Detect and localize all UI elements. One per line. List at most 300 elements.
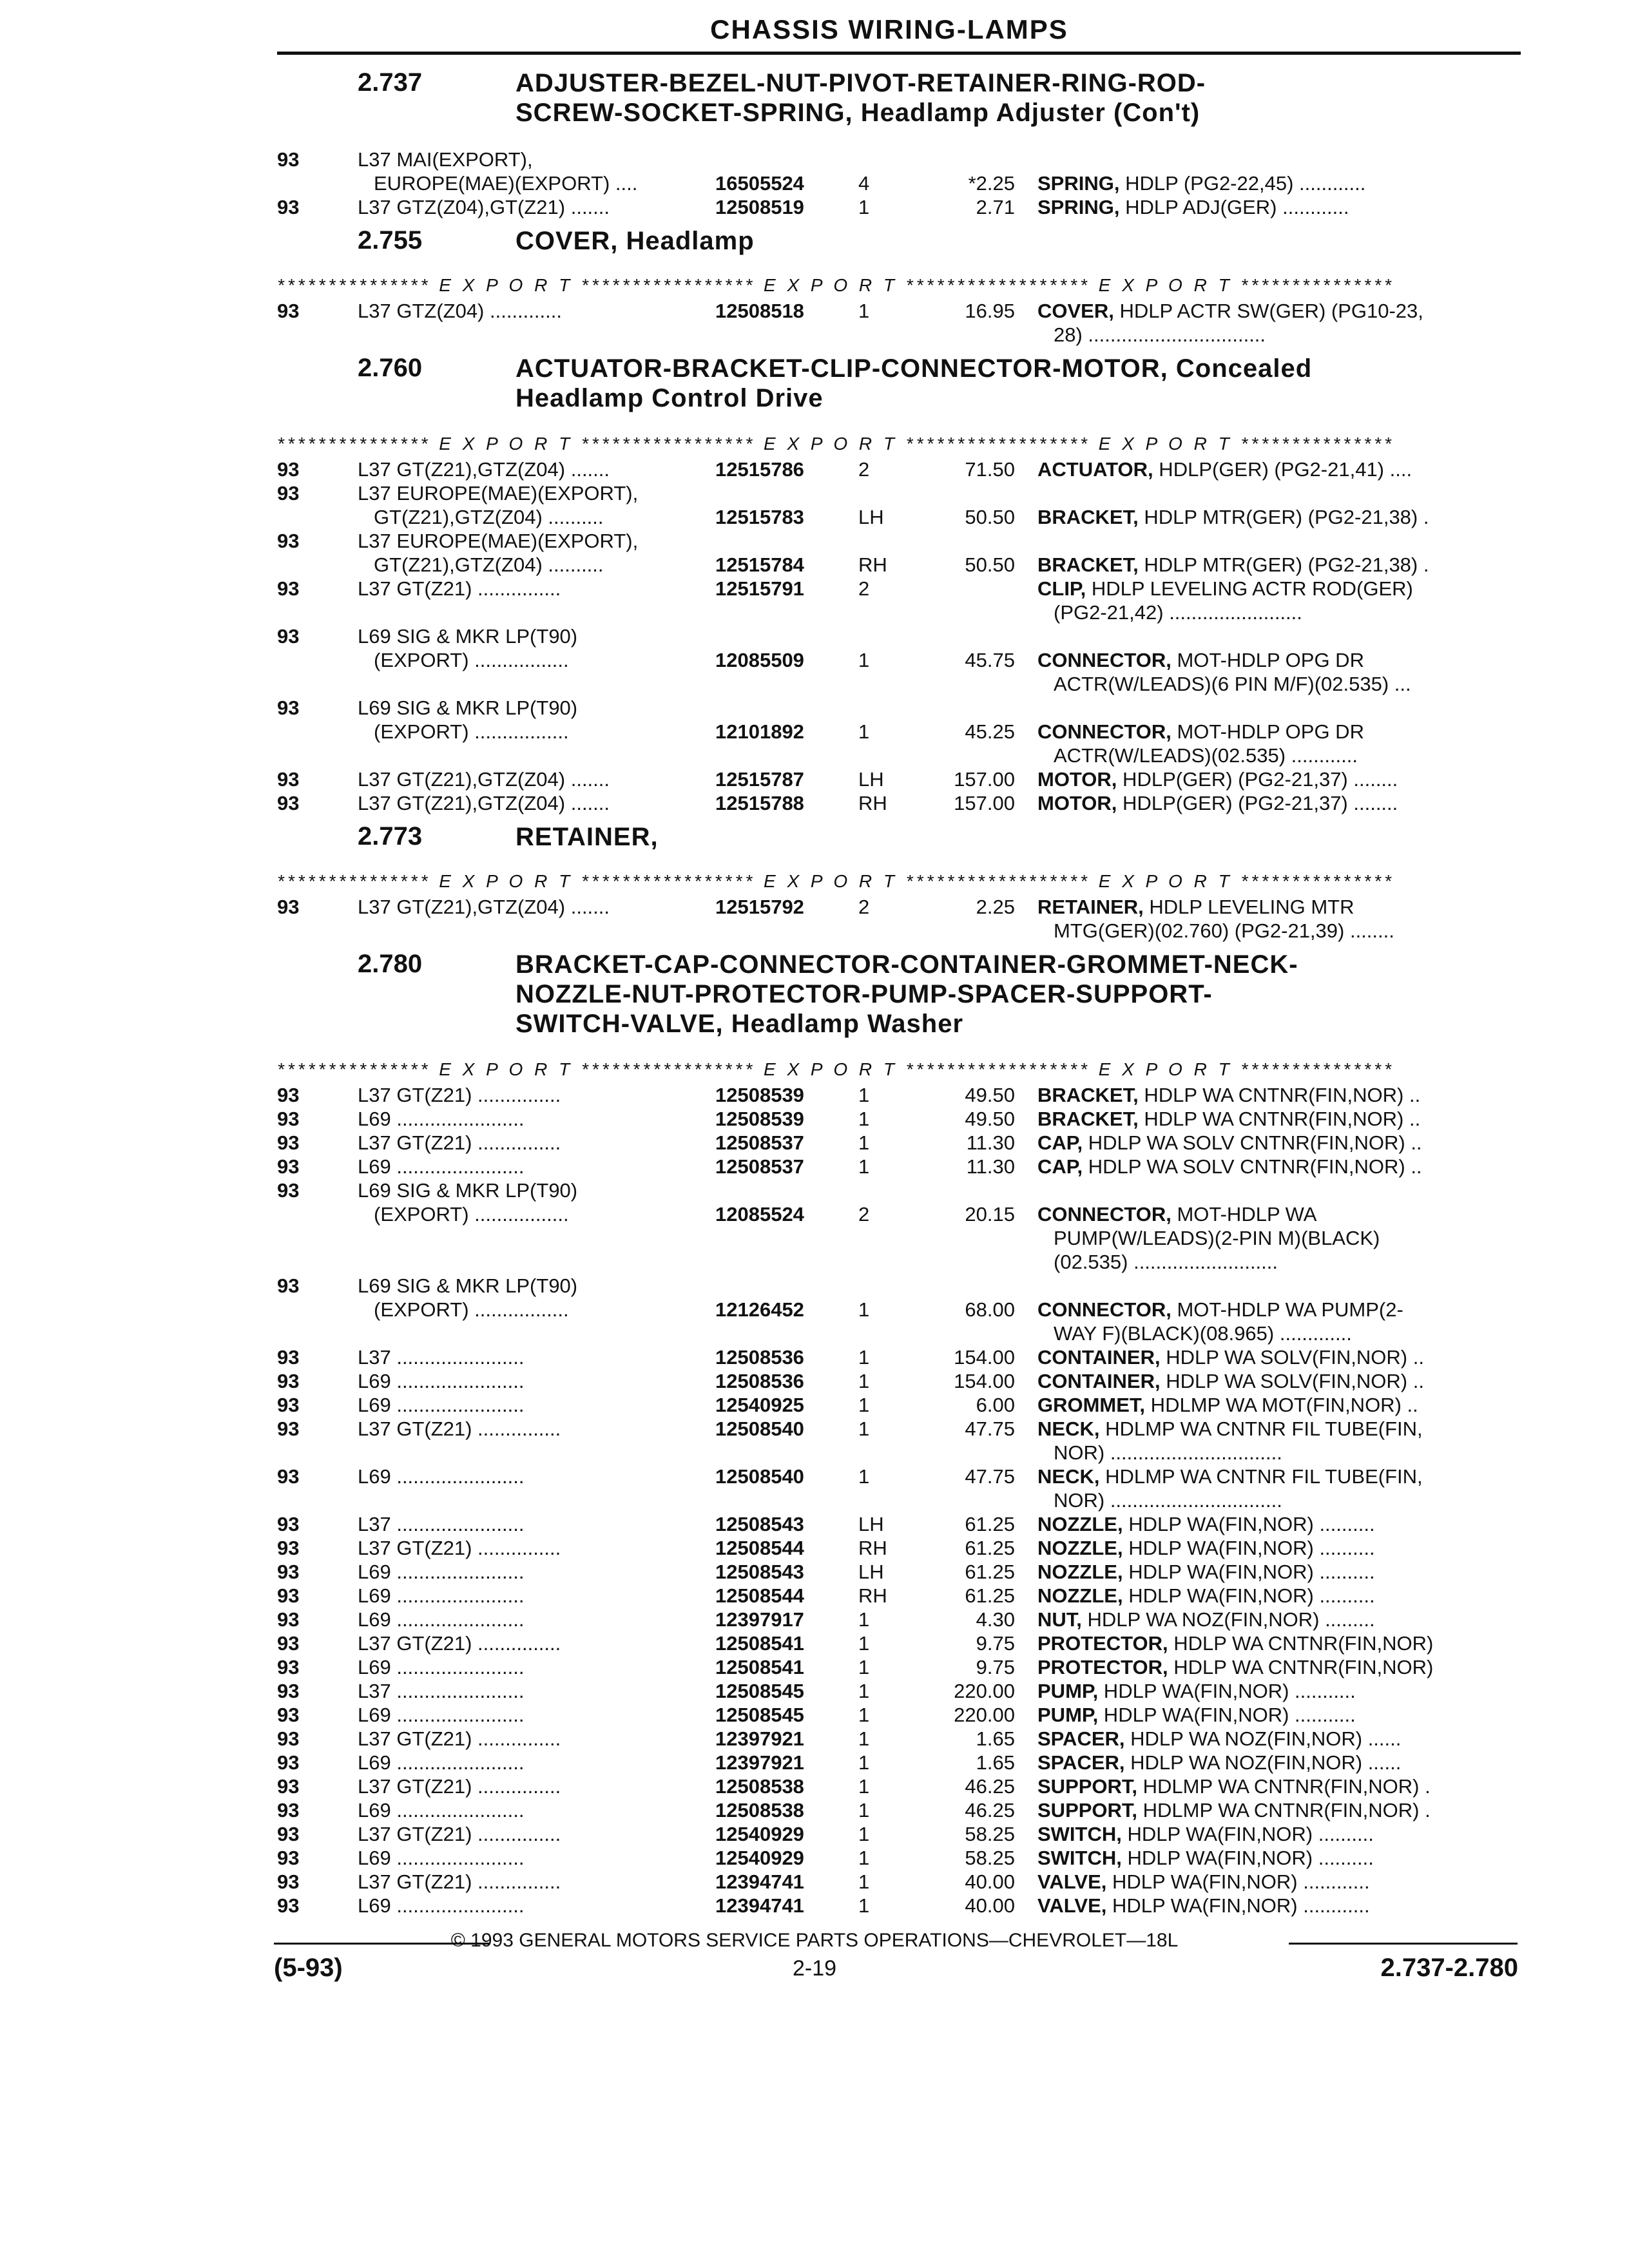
section-title xyxy=(516,822,1508,852)
quantity: 2 xyxy=(858,896,870,918)
part-number: 12508518 xyxy=(715,300,804,322)
part-description xyxy=(1037,1537,1521,1560)
quantity: LH xyxy=(858,1513,884,1535)
application-description: (EXPORT) ................. xyxy=(374,1298,569,1321)
model-code: 93 xyxy=(277,1704,300,1726)
section-title xyxy=(516,68,1508,128)
price: 61.25 xyxy=(965,1561,1015,1583)
quantity: LH xyxy=(858,768,884,791)
parts-row xyxy=(277,1274,1521,1298)
section-heading xyxy=(277,68,1521,148)
part-number: 12126452 xyxy=(715,1298,804,1321)
price: 20.15 xyxy=(965,1203,1015,1225)
price: 61.25 xyxy=(965,1513,1015,1535)
part-detail: MOT-HDLP OPG DR xyxy=(1171,720,1364,743)
part-description: 28) ................................ xyxy=(1054,323,1266,346)
application-description: L37 EUROPE(MAE)(EXPORT), xyxy=(358,530,639,552)
part-number: 12515783 xyxy=(715,506,804,528)
parts-row xyxy=(277,1322,1521,1346)
part-description xyxy=(1037,1418,1521,1441)
price: 50.50 xyxy=(965,506,1015,528)
export-banner: *************** E X P O R T ***************** E X P O R T ****************** E X P O R T *************** xyxy=(277,871,1394,891)
model-code: 93 xyxy=(277,697,300,719)
part-description: MTG(GER)(02.760) (PG2-21,39) ........ xyxy=(1054,919,1394,942)
part-description xyxy=(1037,1894,1521,1917)
part-detail: HDLP WA SOLV(FIN,NOR) .. xyxy=(1160,1346,1424,1369)
part-detail: HDLP WA CNTNR(FIN,NOR) xyxy=(1168,1656,1434,1678)
application-description: GT(Z21),GTZ(Z04) .......... xyxy=(374,553,604,576)
model-code: 93 xyxy=(277,1823,300,1845)
parts-row xyxy=(277,697,1521,720)
part-detail: HDLP (PG2-22,45) ............ xyxy=(1119,172,1366,195)
section-title-line: Headlamp Control Drive xyxy=(516,384,824,412)
model-code: 93 xyxy=(277,1751,300,1774)
application-description: L37 GT(Z21) ............... xyxy=(358,1632,561,1655)
model-code: 93 xyxy=(277,1727,300,1750)
part-name: BRACKET, xyxy=(1037,1084,1139,1106)
part-description xyxy=(1037,1394,1521,1417)
price: 157.00 xyxy=(954,768,1015,791)
part-description: PUMP(W/LEADS)(2-PIN M)(BLACK) xyxy=(1054,1227,1380,1249)
part-number: 12508537 xyxy=(715,1155,804,1178)
part-detail: HDLP WA CNTNR(FIN,NOR) .. xyxy=(1138,1084,1421,1106)
application-description: L37 GTZ(Z04) ............. xyxy=(358,300,562,322)
parts-row xyxy=(277,1870,1521,1894)
price: 47.75 xyxy=(965,1418,1015,1440)
price: 40.00 xyxy=(965,1870,1015,1893)
parts-row xyxy=(277,649,1521,673)
export-banner: *************** E X P O R T ***************** E X P O R T ****************** E X P O R T *************** xyxy=(277,434,1394,454)
quantity: 1 xyxy=(858,1155,870,1178)
parts-row xyxy=(277,1751,1521,1775)
footer-page-number: 2-19 xyxy=(792,1956,837,1981)
application-description: (EXPORT) ................. xyxy=(374,720,569,743)
quantity: LH xyxy=(858,506,884,528)
parts-row xyxy=(277,506,1521,530)
part-detail: HDLP ADJ(GER) ............ xyxy=(1119,196,1349,218)
part-name: CONNECTOR, xyxy=(1037,1203,1171,1225)
part-number: 12397921 xyxy=(715,1751,804,1774)
part-name: PROTECTOR, xyxy=(1037,1632,1168,1655)
part-name: SWITCH, xyxy=(1037,1823,1122,1845)
footer-section-range: 2.737-2.780 xyxy=(1380,1954,1518,1982)
quantity: 1 xyxy=(858,1751,870,1774)
part-description xyxy=(1037,172,1521,195)
part-name: CONNECTOR, xyxy=(1037,649,1171,671)
parts-row xyxy=(277,1584,1521,1608)
part-description xyxy=(1037,1584,1521,1608)
quantity: 1 xyxy=(858,1131,870,1154)
parts-listing xyxy=(277,62,1521,1918)
part-detail: HDLMP WA MOT(FIN,NOR) .. xyxy=(1145,1394,1418,1416)
section-title-line: SWITCH-VALVE, Headlamp Washer xyxy=(516,1010,964,1038)
quantity: 1 xyxy=(858,1370,870,1392)
model-code: 93 xyxy=(277,1465,300,1488)
part-description xyxy=(1037,1155,1521,1178)
section-title-line: NOZZLE-NUT-PROTECTOR-PUMP-SPACER-SUPPORT- xyxy=(516,980,1213,1008)
model-code: 93 xyxy=(277,458,300,481)
application-description: L37 GT(Z21) ............... xyxy=(358,1775,561,1798)
part-number: 12397917 xyxy=(715,1608,804,1631)
parts-row xyxy=(277,1227,1521,1251)
parts-row xyxy=(277,1394,1521,1418)
part-number: 12508536 xyxy=(715,1370,804,1392)
part-detail: HDLP WA SOLV(FIN,NOR) .. xyxy=(1160,1370,1424,1392)
application-description: L37 GT(Z21),GTZ(Z04) ....... xyxy=(358,792,610,814)
model-code: 93 xyxy=(277,1108,300,1130)
application-description: L37 GT(Z21) ............... xyxy=(358,1131,561,1154)
part-detail: HDLP WA(FIN,NOR) ........... xyxy=(1098,1680,1356,1702)
parts-row xyxy=(277,1203,1521,1227)
parts-row xyxy=(277,530,1521,553)
price: 46.25 xyxy=(965,1775,1015,1798)
section-heading xyxy=(277,226,1521,275)
parts-row xyxy=(277,1418,1521,1441)
part-detail: HDLP WA(FIN,NOR) .......... xyxy=(1123,1584,1375,1607)
application-description: L69 ....................... xyxy=(358,1584,525,1607)
part-description xyxy=(1037,1370,1521,1393)
parts-row xyxy=(277,601,1521,625)
part-detail: HDLMP WA CNTNR FIL TUBE(FIN, xyxy=(1099,1465,1423,1488)
part-detail: HDLP WA(FIN,NOR) .......... xyxy=(1123,1537,1375,1559)
section-number: 2.737 xyxy=(358,68,423,97)
parts-row xyxy=(277,720,1521,744)
model-code: 93 xyxy=(277,300,300,322)
price: 220.00 xyxy=(954,1704,1015,1726)
section-title-line: COVER, Headlamp xyxy=(516,227,755,255)
quantity: 1 xyxy=(858,720,870,743)
part-name: PROTECTOR, xyxy=(1037,1656,1168,1678)
part-name: NECK, xyxy=(1037,1465,1100,1488)
part-name: COVER, xyxy=(1037,300,1114,322)
part-number: 12508519 xyxy=(715,196,804,218)
quantity: 1 xyxy=(858,1608,870,1631)
parts-row xyxy=(277,1179,1521,1203)
section-number: 2.755 xyxy=(358,226,423,255)
parts-row xyxy=(277,1608,1521,1632)
model-code: 93 xyxy=(277,1894,300,1917)
quantity: 1 xyxy=(858,1775,870,1798)
application-description: L37 GT(Z21) ............... xyxy=(358,1084,561,1106)
quantity: 1 xyxy=(858,196,870,218)
parts-row xyxy=(277,1727,1521,1751)
part-description xyxy=(1037,1751,1521,1774)
part-description xyxy=(1037,577,1521,601)
application-description: L37 GT(Z21) ............... xyxy=(358,577,561,600)
price: 16.95 xyxy=(965,300,1015,322)
section-heading xyxy=(277,950,1521,1059)
part-detail: HDLP WA CNTNR(FIN,NOR) .. xyxy=(1138,1108,1421,1130)
parts-row xyxy=(277,1704,1521,1727)
part-detail: HDLMP WA CNTNR FIL TUBE(FIN, xyxy=(1099,1418,1423,1440)
part-number: 12508544 xyxy=(715,1584,804,1607)
part-description xyxy=(1037,1465,1521,1488)
price: 9.75 xyxy=(976,1632,1015,1655)
price: 58.25 xyxy=(965,1847,1015,1869)
part-detail: HDLP WA(FIN,NOR) ............ xyxy=(1106,1894,1370,1917)
part-detail: MOT-HDLP WA PUMP(2- xyxy=(1171,1298,1403,1321)
application-description: L37 GT(Z21),GTZ(Z04) ....... xyxy=(358,896,610,918)
part-description xyxy=(1037,1847,1521,1870)
price: 71.50 xyxy=(965,458,1015,481)
part-name: CONNECTOR, xyxy=(1037,720,1171,743)
part-description: ACTR(W/LEADS)(02.535) ............ xyxy=(1054,744,1358,767)
part-detail: HDLP WA NOZ(FIN,NOR) ......... xyxy=(1081,1608,1375,1631)
export-banner: *************** E X P O R T ***************** E X P O R T ****************** E X P O R T *************** xyxy=(277,275,1394,295)
quantity: RH xyxy=(858,1537,887,1559)
part-name: PUMP, xyxy=(1037,1704,1099,1726)
application-description: GT(Z21),GTZ(Z04) .......... xyxy=(374,506,604,528)
part-detail: HDLP WA(FIN,NOR) .......... xyxy=(1121,1847,1374,1869)
quantity: 1 xyxy=(858,1870,870,1893)
section-heading xyxy=(277,822,1521,871)
section-number: 2.773 xyxy=(358,822,423,850)
application-description: L69 SIG & MKR LP(T90) xyxy=(358,1179,578,1202)
quantity: 1 xyxy=(858,1084,870,1106)
part-name: CONTAINER, xyxy=(1037,1346,1161,1369)
part-detail: HDLP WA(FIN,NOR) ........... xyxy=(1098,1704,1356,1726)
price: *2.25 xyxy=(968,172,1015,195)
part-name: BRACKET, xyxy=(1037,1108,1139,1130)
part-number: 12508538 xyxy=(715,1799,804,1821)
quantity: 1 xyxy=(858,1298,870,1321)
price: 2.71 xyxy=(976,196,1015,218)
price: 154.00 xyxy=(954,1370,1015,1392)
price: 61.25 xyxy=(965,1584,1015,1607)
application-description: L69 SIG & MKR LP(T90) xyxy=(358,697,578,719)
quantity: 1 xyxy=(858,1847,870,1869)
part-number: 12515787 xyxy=(715,768,804,791)
part-name: BRACKET, xyxy=(1037,506,1139,528)
part-number: 12515784 xyxy=(715,553,804,576)
quantity: 1 xyxy=(858,1108,870,1130)
part-number: 12515792 xyxy=(715,896,804,918)
part-number: 12508545 xyxy=(715,1704,804,1726)
part-name: SPRING, xyxy=(1037,196,1120,218)
section-number: 2.760 xyxy=(358,354,423,382)
part-number: 12508541 xyxy=(715,1632,804,1655)
application-description: L37 EUROPE(MAE)(EXPORT), xyxy=(358,482,639,505)
part-name: SPRING, xyxy=(1037,172,1120,195)
part-description xyxy=(1037,1108,1521,1131)
application-description: L37 ....................... xyxy=(358,1680,525,1702)
parts-row xyxy=(277,196,1521,220)
model-code: 93 xyxy=(277,148,300,171)
part-number: 12508543 xyxy=(715,1561,804,1583)
parts-row xyxy=(277,1513,1521,1537)
part-name: SUPPORT, xyxy=(1037,1775,1138,1798)
price: 11.30 xyxy=(966,1131,1015,1154)
section-title xyxy=(516,950,1508,1039)
page-title: CHASSIS WIRING-LAMPS xyxy=(710,14,1068,44)
model-code: 93 xyxy=(277,1537,300,1559)
part-number: 12508543 xyxy=(715,1513,804,1535)
parts-row xyxy=(277,1537,1521,1561)
parts-row xyxy=(277,553,1521,577)
model-code: 93 xyxy=(277,1561,300,1583)
model-code: 93 xyxy=(277,1608,300,1631)
part-description: NOR) ............................... xyxy=(1054,1489,1282,1512)
model-code: 93 xyxy=(277,1632,300,1655)
quantity: 1 xyxy=(858,300,870,322)
part-name: NOZZLE, xyxy=(1037,1513,1123,1535)
price: 47.75 xyxy=(965,1465,1015,1488)
part-number: 12508541 xyxy=(715,1656,804,1678)
application-description: L69 SIG & MKR LP(T90) xyxy=(358,625,578,648)
application-description: L69 ....................... xyxy=(358,1370,525,1392)
price: 1.65 xyxy=(976,1751,1015,1774)
model-code: 93 xyxy=(277,196,300,218)
price: 45.25 xyxy=(965,720,1015,743)
part-name: PUMP, xyxy=(1037,1680,1099,1702)
part-number: 12508544 xyxy=(715,1537,804,1559)
section-title xyxy=(516,226,1508,256)
part-description xyxy=(1037,1632,1521,1655)
quantity: LH xyxy=(858,1561,884,1583)
part-detail: HDLP WA NOZ(FIN,NOR) ...... xyxy=(1124,1727,1402,1750)
price: 4.30 xyxy=(976,1608,1015,1631)
price: 68.00 xyxy=(965,1298,1015,1321)
part-number: 12508545 xyxy=(715,1680,804,1702)
section-title-line: RETAINER, xyxy=(516,823,659,851)
part-number: 12508536 xyxy=(715,1346,804,1369)
section-title-line: SCREW-SOCKET-SPRING, Headlamp Adjuster (Con't) xyxy=(516,99,1200,127)
part-description xyxy=(1037,1704,1521,1727)
part-number: 12508538 xyxy=(715,1775,804,1798)
part-detail: HDLMP WA CNTNR(FIN,NOR) . xyxy=(1137,1799,1431,1821)
part-detail: HDLP WA(FIN,NOR) .......... xyxy=(1123,1513,1375,1535)
parts-row xyxy=(277,673,1521,697)
parts-row xyxy=(277,1632,1521,1656)
application-description: L37 GTZ(Z04),GT(Z21) ....... xyxy=(358,196,610,218)
application-description: L69 ....................... xyxy=(358,1155,525,1178)
parts-row xyxy=(277,1847,1521,1870)
price: 61.25 xyxy=(965,1537,1015,1559)
application-description: L37 GT(Z21) ............... xyxy=(358,1823,561,1845)
quantity: 2 xyxy=(858,458,870,481)
part-description xyxy=(1037,1727,1521,1751)
model-code: 93 xyxy=(277,792,300,814)
model-code: 93 xyxy=(277,1084,300,1106)
part-description xyxy=(1037,1298,1521,1321)
part-number: 12540925 xyxy=(715,1394,804,1416)
price: 6.00 xyxy=(976,1394,1015,1416)
part-detail: HDLMP WA CNTNR(FIN,NOR) . xyxy=(1137,1775,1431,1798)
part-detail: HDLP WA CNTNR(FIN,NOR) xyxy=(1168,1632,1434,1655)
part-name: NECK, xyxy=(1037,1418,1100,1440)
part-number: 12101892 xyxy=(715,720,804,743)
part-detail: HDLP MTR(GER) (PG2-21,38) . xyxy=(1138,506,1429,528)
part-number: 12394741 xyxy=(715,1894,804,1917)
part-detail: HDLP WA SOLV CNTNR(FIN,NOR) .. xyxy=(1083,1155,1422,1178)
price: 49.50 xyxy=(965,1084,1015,1106)
application-description: L69 ....................... xyxy=(358,1394,525,1416)
part-name: NOZZLE, xyxy=(1037,1561,1123,1583)
part-detail: HDLP MTR(GER) (PG2-21,38) . xyxy=(1138,553,1429,576)
model-code: 93 xyxy=(277,625,300,648)
parts-row xyxy=(277,1155,1521,1179)
section-title xyxy=(516,354,1508,413)
part-detail: HDLP WA(FIN,NOR) .......... xyxy=(1123,1561,1375,1583)
model-code: 93 xyxy=(277,1370,300,1392)
part-description xyxy=(1037,1131,1521,1155)
part-detail: HDLP LEVELING ACTR ROD(GER) xyxy=(1086,577,1413,600)
parts-row xyxy=(277,1561,1521,1584)
parts-row xyxy=(277,323,1521,347)
part-name: MOTOR, xyxy=(1037,768,1117,791)
price: 1.65 xyxy=(976,1727,1015,1750)
parts-row xyxy=(277,148,1521,172)
parts-row xyxy=(277,300,1521,323)
part-description xyxy=(1037,1680,1521,1703)
part-name: ACTUATOR, xyxy=(1037,458,1153,481)
quantity: 1 xyxy=(858,1632,870,1655)
part-detail: HDLP WA NOZ(FIN,NOR) ...... xyxy=(1124,1751,1402,1774)
quantity: 1 xyxy=(858,1656,870,1678)
application-description: (EXPORT) ................. xyxy=(374,649,569,671)
parts-row xyxy=(277,1775,1521,1799)
application-description: L69 SIG & MKR LP(T90) xyxy=(358,1274,578,1297)
model-code: 93 xyxy=(277,1131,300,1154)
part-description xyxy=(1037,1870,1521,1894)
quantity: 1 xyxy=(858,1727,870,1750)
parts-row xyxy=(277,577,1521,601)
header-rule xyxy=(277,52,1521,55)
price: 50.50 xyxy=(965,553,1015,576)
part-name: SPACER, xyxy=(1037,1751,1125,1774)
quantity: 1 xyxy=(858,1394,870,1416)
parts-row xyxy=(277,625,1521,649)
quantity: RH xyxy=(858,792,887,814)
part-detail: MOT-HDLP OPG DR xyxy=(1171,649,1364,671)
application-description: L37 ....................... xyxy=(358,1346,525,1369)
model-code: 93 xyxy=(277,768,300,791)
price: 45.75 xyxy=(965,649,1015,671)
part-detail: HDLP WA(FIN,NOR) .......... xyxy=(1121,1823,1374,1845)
parts-row xyxy=(277,1680,1521,1704)
application-description: L37 ....................... xyxy=(358,1513,525,1535)
section-title-line: ADJUSTER-BEZEL-NUT-PIVOT-RETAINER-RING-ROD- xyxy=(516,69,1206,97)
part-number: 12085509 xyxy=(715,649,804,671)
part-description xyxy=(1037,792,1521,815)
model-code: 93 xyxy=(277,1418,300,1440)
model-code: 93 xyxy=(277,1394,300,1416)
parts-row xyxy=(277,482,1521,506)
part-description xyxy=(1037,1775,1521,1798)
part-description xyxy=(1037,1513,1521,1536)
part-description xyxy=(1037,1799,1521,1822)
model-code: 93 xyxy=(277,1799,300,1821)
quantity: 1 xyxy=(858,1894,870,1917)
part-name: CAP, xyxy=(1037,1155,1083,1178)
quantity: 4 xyxy=(858,172,870,195)
model-code: 93 xyxy=(277,577,300,600)
part-number: 16505524 xyxy=(715,172,804,195)
model-code: 93 xyxy=(277,1155,300,1178)
model-code: 93 xyxy=(277,1584,300,1607)
quantity: 1 xyxy=(858,1823,870,1845)
quantity: 1 xyxy=(858,1704,870,1726)
model-code: 93 xyxy=(277,1513,300,1535)
application-description: L69 ....................... xyxy=(358,1108,525,1130)
part-number: 12394741 xyxy=(715,1870,804,1893)
application-description: L37 GT(Z21),GTZ(Z04) ....... xyxy=(358,768,610,791)
quantity: 1 xyxy=(858,1680,870,1702)
parts-row xyxy=(277,1346,1521,1370)
footer-date: (5-93) xyxy=(274,1954,343,1982)
quantity: RH xyxy=(858,553,887,576)
price: 49.50 xyxy=(965,1108,1015,1130)
